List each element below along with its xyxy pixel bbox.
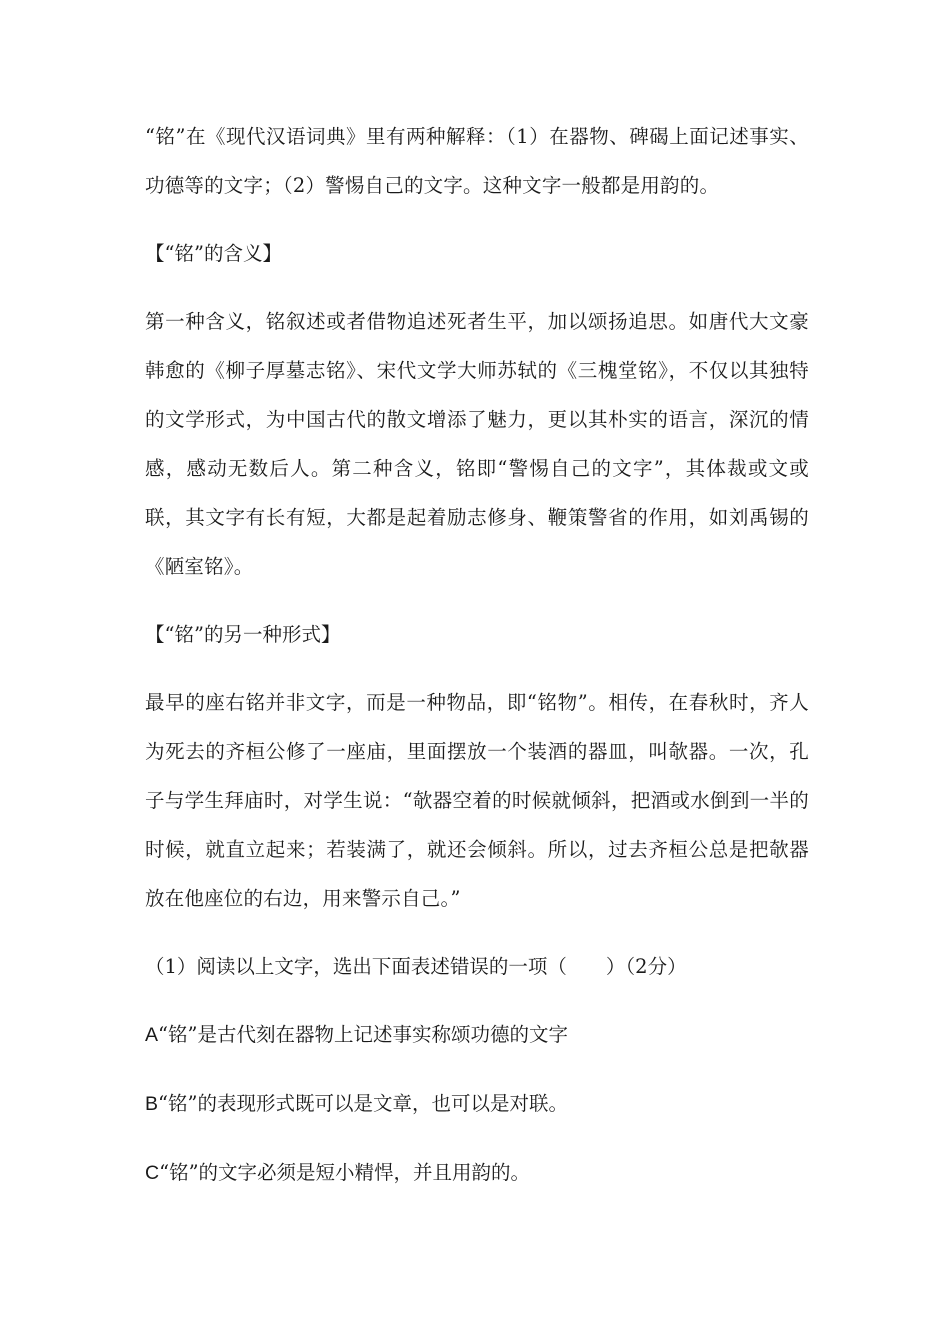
- option-a-text: “铭”是古代刻在器物上记述事实称颂功德的文字: [158, 1023, 568, 1046]
- meaning-paragraph: 第一种含义，铭叙述或者借物追述死者生平，加以颂扬追思。如唐代大文豪韩愈的《柳子厚墓志铭》、宋代文学大师苏轼的《三槐堂铭》，不仅以其独特的文学形式，为中国古代的散文增添了魅力，更以其朴实的语言，深沉的情感，感动无数后人。第二种含义，铭即“警惕自己的文字”，其体裁或文或联，其文字有长有短，大都是起着励志修身、鞭策警省的作用，如刘禹锡的《陋室铭》。: [145, 310, 809, 578]
- option-a: [145, 1010, 809, 1060]
- option-c-text: “铭”的文字必须是短小精悍，并且用韵的。: [159, 1161, 531, 1184]
- option-b-text: “铭”的表现形式既可以是文章，也可以是对联。: [158, 1092, 568, 1115]
- other-form-paragraph: 最早的座右铭并非文字，而是一种物品，即“铭物”。相传，在春秋时，齐人为死去的齐桓公修了一座庙，里面摆放一个装酒的器皿，叫欹器。一次，孔子与学生拜庙时，对学生说：“欹器空着的时候就倾斜，把酒或水倒到一半的时候，就直立起来；若装满了，就还会倾斜。所以，过去齐桓公总是把欹器放在他座位的右边，用来警示自己。”: [145, 691, 809, 910]
- document-page: [145, 112, 809, 1217]
- intro-paragraph: “铭”在《现代汉语词典》里有两种解释：（1）在器物、碑碣上面记述事实、功德等的文字；（2）警惕自己的文字。这种文字一般都是用韵的。: [145, 125, 809, 197]
- option-a-letter: A: [145, 1024, 159, 1046]
- option-b-letter: B: [145, 1093, 159, 1115]
- section-heading-meaning: 【“铭”的含义】: [145, 242, 282, 265]
- question-stem: （1）阅读以上文字，选出下面表述错误的一项（ ）（2分）: [145, 955, 687, 978]
- option-c: [145, 1148, 809, 1198]
- option-b: [145, 1079, 809, 1129]
- section-heading-other-form: 【“铭”的另一种形式】: [145, 623, 341, 646]
- option-c-letter: C: [145, 1162, 160, 1184]
